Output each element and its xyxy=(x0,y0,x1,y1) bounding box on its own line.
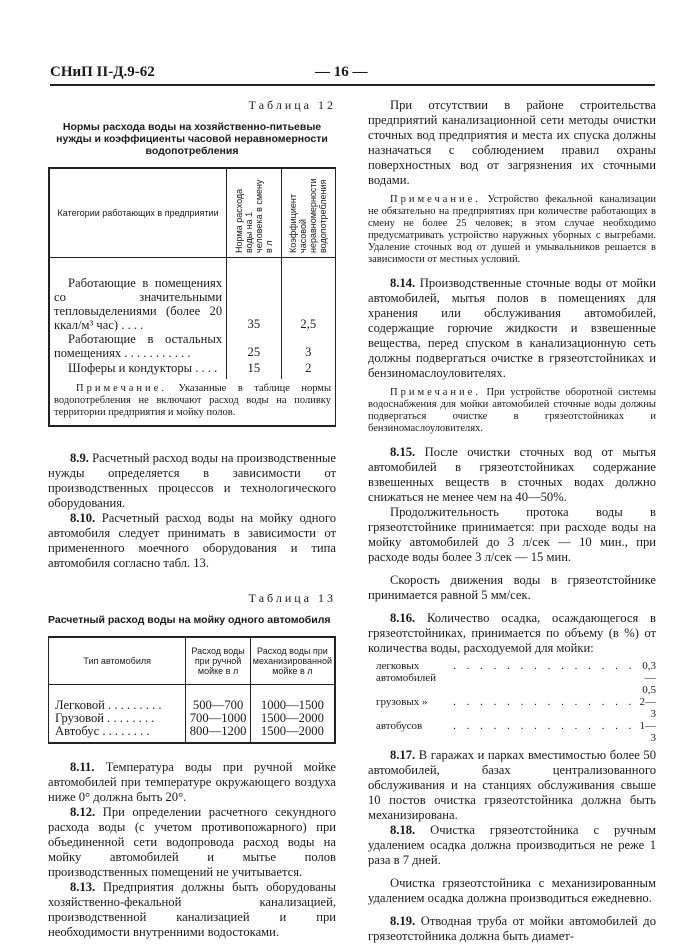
paragraph-text: В гаражах и парках вместимостью более 50 автомобилей, базах централизованного обслуживания и на станциях обслуживания свыше 10 постов очистка грязеотстойника должна быть механизирована. xyxy=(368,748,656,822)
paragraph-8-18 xyxy=(368,823,656,868)
table-header xyxy=(281,168,335,258)
paragraph-speed: Скорость движения воды в грязеотстойнике принимается равной 5 мм/сек. xyxy=(368,573,656,602)
table-12 xyxy=(48,167,336,427)
table-header: Категории работающих в предприятии xyxy=(49,168,227,258)
table-header: Расход воды при механизированной мойке в л xyxy=(250,637,335,685)
table-cell: Автобус . . . . . . . . xyxy=(55,724,150,738)
sediment-list xyxy=(376,660,656,744)
table-cell: 800—1200 xyxy=(186,725,250,743)
paragraph-intro: При отсутствии в районе строительства предприятий канализационной сети методы очистки сточных вод предприятия и места их спуска должны назначаться с соблюдением правил охраны поверхностных вод от загрязнения их сточными водами. xyxy=(368,98,656,187)
list-item-value: 2—3 xyxy=(639,696,656,720)
table-cell: 500—700 xyxy=(186,685,250,713)
left-column xyxy=(48,98,336,940)
list-item-value: 1—3 xyxy=(639,720,656,744)
list-item xyxy=(376,696,656,720)
table-cell: 25 xyxy=(227,332,281,360)
table-cell: 1000—1500 xyxy=(250,685,335,713)
paragraph-text: Количество осадка, осаждающегося в грязеотстойниках, принимается по объему (в %) от количества воды, расходуемой для мойки: xyxy=(368,611,656,655)
document-code: СНиП II-Д.9-62 xyxy=(50,64,155,80)
list-item-value: 0,3—0,5 xyxy=(642,660,656,696)
list-item-label: легковых автомобилей xyxy=(376,660,436,684)
note-sewerage xyxy=(368,194,656,266)
table-row xyxy=(49,332,336,360)
table-header xyxy=(227,168,281,258)
paragraph-number: 8.19. xyxy=(390,914,416,928)
paragraph-number: 8.11. xyxy=(70,760,95,774)
table-row xyxy=(49,725,336,743)
table-cell: 700—1000 xyxy=(186,712,250,725)
paragraph-text: Расчетный расход воды на производственные нужды определяется в зависимости от производственных процессов и технологического оборудования. xyxy=(48,451,336,510)
table-cell: 15 xyxy=(227,360,281,379)
table-cell: 1500—2000 xyxy=(250,712,335,725)
paragraph-text: Предприятия должны быть оборудованы хозяйственно-фекальной канализацией, производственной канализацией и при необходимости внутренними водостоками. xyxy=(48,880,336,939)
paragraph-8-16 xyxy=(368,611,656,656)
paragraph-text: Температура воды при ручной мойке автомобилей при температуре окружающего воздуха ниже 0° должна быть 20°. xyxy=(48,760,336,804)
table-cell: 3 xyxy=(281,332,335,360)
paragraph-text: Отводная труба от мойки автомобилей до грязеотстойника должна быть диамет- xyxy=(368,914,656,943)
table-cell: Легковой . . . . . . . . . xyxy=(55,698,162,712)
table-header: Тип автомобиля xyxy=(49,637,186,685)
note-text: Устройство фекальной канализации не обязательно на предприятиях при количестве работающих в смену не более 25 человек; в этом случае необходимо предусматривать устройство наружных уборных с выгребами. Удаление сточных вод от душей и умывальников решается в зависимости от местных условий. xyxy=(368,194,657,265)
table-cell: 2,5 xyxy=(281,258,335,333)
paragraph-8-14 xyxy=(368,276,656,381)
table-13 xyxy=(48,636,336,744)
table-cell: 2 xyxy=(281,360,335,379)
table-header: Расход воды при ручной мойке в л xyxy=(186,637,250,685)
paragraph-text: Расчетный расход воды на мойку одного автомобиля следует принимать в зависимости от примененного моечного оборудования и типа автомобиля согласно табл. 13. xyxy=(48,511,336,570)
paragraph-number: 8.14. xyxy=(390,276,416,290)
paragraph-8-11 xyxy=(48,760,336,805)
paragraph-number: 8.16. xyxy=(390,611,416,625)
note-recirculation xyxy=(368,387,656,435)
paragraph-number: 8.9. xyxy=(70,451,89,465)
note-text: Указанные в таблице нормы водопотребления не включают расход воды на поливку территории предприятия и мойку полов. xyxy=(54,383,331,418)
page-header xyxy=(50,64,655,86)
paragraph-number: 8.13. xyxy=(70,880,96,894)
dot-leader: . . . . . . . . . . . . . . xyxy=(453,660,636,672)
page-number: — 16 — xyxy=(315,64,368,80)
paragraph-number: 8.18. xyxy=(390,823,416,837)
paragraph-duration: Продолжительность протока воды в грязеотстойнике принимается: при расходе воды на мойку автомобилей до 3 л/сек — 10 мин., при расходе воды более 3 л/сек — 15 мин. xyxy=(368,505,656,564)
dot-leader: . . . . . . . . . . . . . . xyxy=(453,696,636,708)
note-label: Примечание. xyxy=(390,387,481,398)
paragraph-text: После очистки сточных вод от мытья автомобилей в грязеотстойниках содержание взвешенных веществ в сточных водах должно снижаться не менее чем на 40—50%. xyxy=(368,445,656,504)
dot-leader: . . . . . . . . . . . . . . xyxy=(453,720,636,732)
paragraph-number: 8.12. xyxy=(70,805,96,819)
table-12-caption: Таблица 12 xyxy=(248,98,336,112)
table-cell: Работающие в помещениях со значительными тепловыделениями (более 20 ккал/м³ час) . . . . xyxy=(54,276,223,332)
table-12-title: Нормы расхода воды на хозяйственно-питьевые нужды и коэффициенты часовой неравномерности водопотребления xyxy=(56,121,328,157)
table-13-caption: Таблица 13 xyxy=(248,591,336,605)
table-cell: 1500—2000 xyxy=(250,725,335,743)
paragraph-daily-cleaning: Очистка грязеотстойника с механизированным удалением осадка должна производиться ежедневно. xyxy=(368,876,656,905)
paragraph-8-10 xyxy=(48,511,336,571)
note-label: Примечание. xyxy=(76,383,167,394)
table-cell: 35 xyxy=(227,258,281,333)
paragraph-8-13 xyxy=(48,880,336,940)
paragraph-text: При определении расчетного секундного расхода воды (с учетом противопожарного) при объединенной сети водопровода расход воды на мойку автомобилей и мытье полов производственных помещений не учитывается. xyxy=(48,805,336,879)
table-cell: Грузовой . . . . . . . . xyxy=(55,711,155,725)
paragraph-8-9 xyxy=(48,451,336,511)
paragraph-number: 8.15. xyxy=(390,445,416,459)
table-cell: Работающие в остальных помещениях . . . . . . . . . . . xyxy=(54,332,223,360)
note-text: При устройстве оборотной системы водоснабжения для мойки автомобилей сточные воды должны подвергаться очистке в грязеотстойниках и бензиномаслоуловителях. xyxy=(368,387,656,434)
table-note-cell xyxy=(49,379,336,426)
paragraph-8-15 xyxy=(368,445,656,505)
table-header-text: Коэффициент часовой неравномерности водопотребления xyxy=(288,178,329,253)
paragraph-8-12 xyxy=(48,805,336,880)
table-row xyxy=(49,360,336,379)
paragraph-8-17 xyxy=(368,748,656,823)
table-note xyxy=(49,379,336,426)
list-item xyxy=(376,660,656,696)
paragraph-number: 8.10. xyxy=(70,511,96,525)
note-label: Примечание. xyxy=(390,194,481,205)
paragraph-text: Производственные сточные воды от мойки автомобилей, мытья полов в помещениях для хранения или обслуживания автомобилей, содержащие горючие жидкости и взвешенные вещества, перед спуском в канализационную сеть должны подвергаться очистке в грязеотстойниках и бензиномаслоуловителях. xyxy=(368,276,656,380)
list-item xyxy=(376,720,656,744)
right-column xyxy=(368,98,656,944)
table-row xyxy=(49,685,336,713)
table-cell: Шоферы и кондукторы . . . . xyxy=(68,361,218,375)
paragraph-number: 8.17. xyxy=(390,748,416,762)
table-13-title: Расчетный расход воды на мойку одного автомобиля xyxy=(48,614,331,626)
table-header-text: Норма расхода воды на 1 человека в смену в л xyxy=(233,179,274,253)
paragraph-text: Очистка грязеотстойника с ручным удалением осадка должна производиться не реже 1 раза в 7 дней. xyxy=(368,823,656,867)
paragraph-8-19 xyxy=(368,914,656,944)
table-row xyxy=(49,258,336,333)
list-item-label: автобусов xyxy=(376,720,423,732)
list-item-label: грузовых » xyxy=(376,696,428,708)
